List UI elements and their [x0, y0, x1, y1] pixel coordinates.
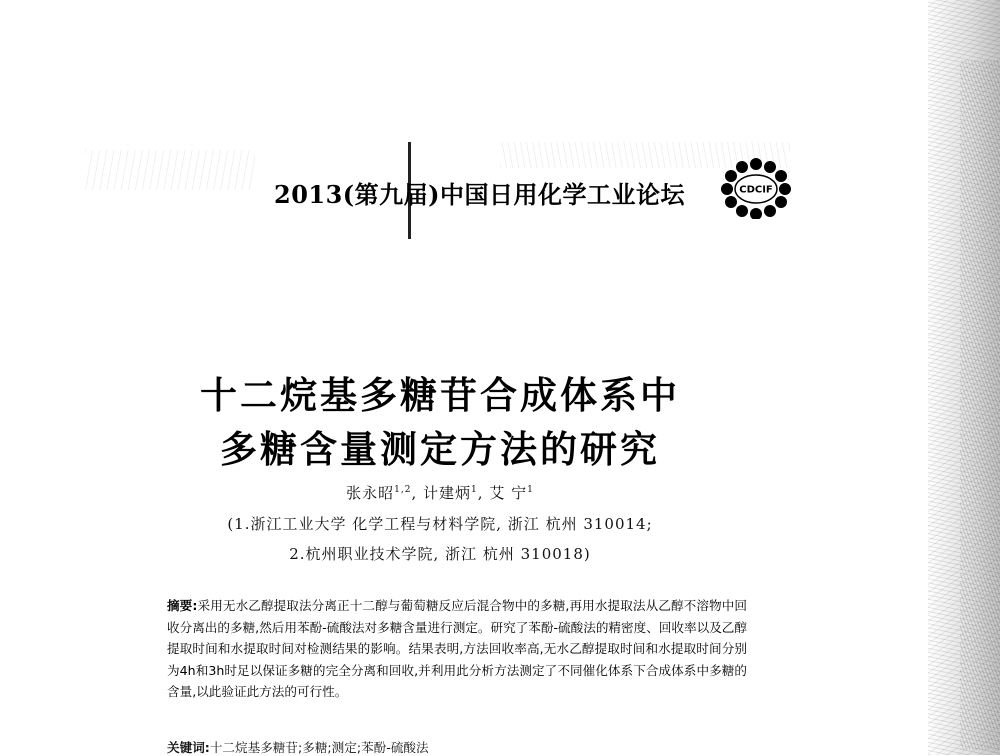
author-affil-mark: 1,2 — [394, 485, 412, 495]
abstract-text: 采用无水乙醇提取法分离正十二醇与葡萄糖反应后混合物中的多糖,再用水提取法从乙醇不溶物中回收分离出的多糖,然后用苯酚-硫酸法对多糖含量进行测定。研究了苯酚-硫酸法的精密度、回收率以及乙醇提取时间和水提取时间对检测结果的影响。结果表明,方法回收率高,无水乙醇提取时间和水提取时间分别为4h和3h时足以保证多糖的完全分离和回收,并利用此分析方法测定了不同催化体系下合成体系中多糖的含量,以此验证此方法的可行性。 — [167, 598, 747, 699]
abstract — [167, 595, 747, 703]
affiliation-1: (1.浙江工业大学 化学工程与材料学院, 浙江 杭州 310014; — [227, 515, 653, 533]
abstract-label: 摘要: — [167, 598, 198, 613]
author-name: 计建炳 — [423, 484, 472, 502]
logo-text: CDCIF — [739, 184, 773, 196]
forum-title: 2013(第九届)中国日用化学工业论坛 — [274, 180, 686, 209]
keywords-text: 十二烷基多糖苷;多糖;测定;苯酚-硫酸法 — [209, 740, 429, 755]
author-list: 张永昭$^{1,2}$, 计建炳$^1$, 艾 宁$^1$ — [346, 484, 534, 502]
author-name: 张永昭 — [346, 484, 395, 502]
author-affil-mark: 1 — [471, 485, 478, 495]
keywords-label: 关键词: — [167, 740, 210, 755]
paper-title-line-2: 多糖含量测定方法的研究 — [220, 427, 660, 471]
author-affil-mark: 1 — [527, 485, 534, 495]
affiliation-2: 2.杭州职业技术学院, 浙江 杭州 310018) — [289, 545, 591, 563]
keywords — [167, 737, 747, 756]
author-name: 艾 宁 — [489, 484, 528, 502]
cdcif-logo-icon — [720, 157, 792, 219]
scan-noise-right-dark — [960, 60, 1000, 750]
paper-title-line-1: 十二烷基多糖苷合成体系中 — [200, 373, 680, 417]
scan-noise-header-left — [85, 150, 255, 190]
